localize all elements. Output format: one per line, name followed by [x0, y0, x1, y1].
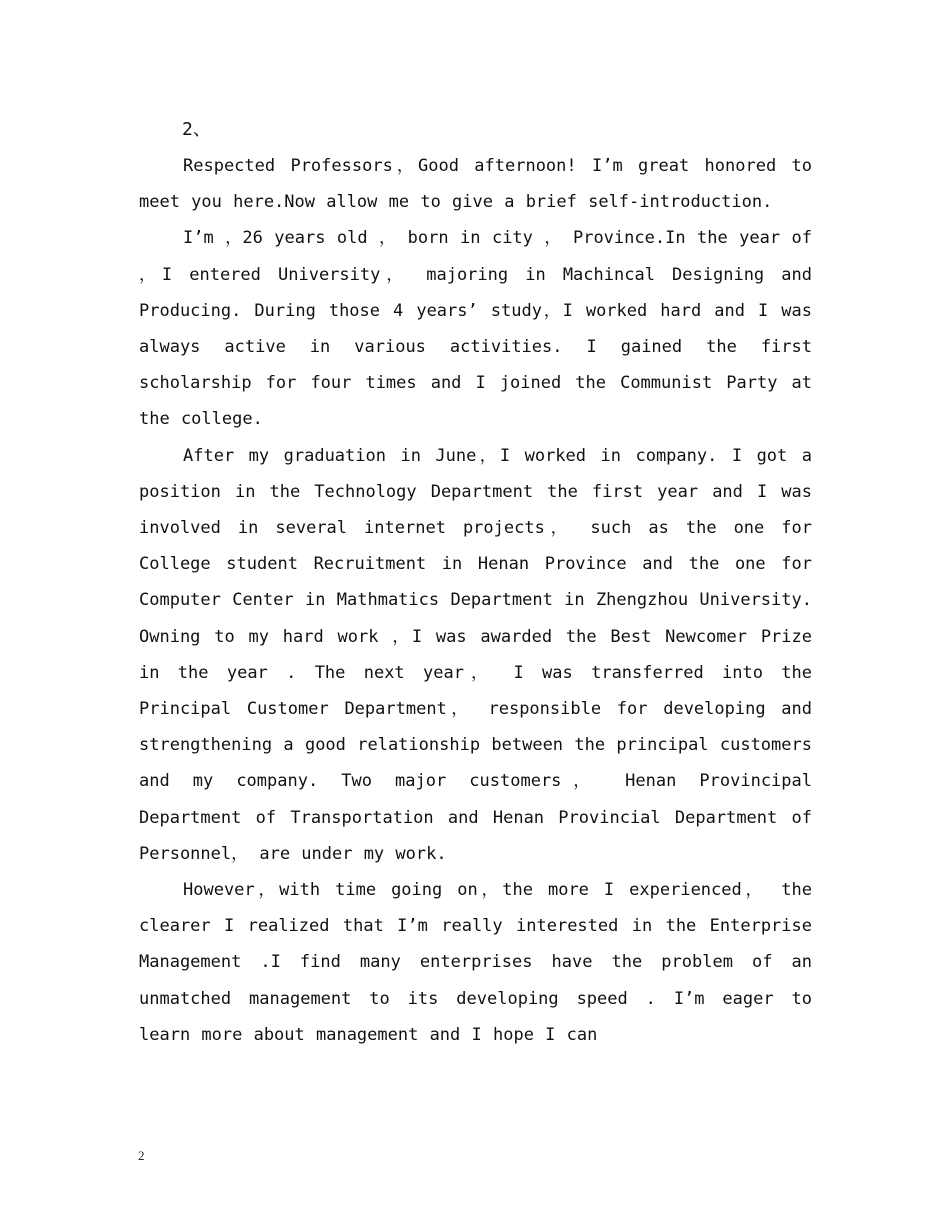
- paragraph-greeting: Respected Professors，Good afternoon! I’m great honored to meet you here.Now allow me to give a brief self-introduction.: [139, 156, 812, 213]
- paragraph-motivation: However，with time going on，the more I experienced， the clearer I realized that I’m really interested in the Enterprise Management .I find many enterprises have the problem of an unmatched management to its developing speed . I’m eager to learn more about management and I hope I can: [139, 880, 812, 1045]
- paragraph-background: I’m ，26 years old ， born in city ， Province.In the year of ，I entered University， majoring in Machincal Designing and Producing. During those 4 years’ study，I worked hard and I was always active in various activities. I gained the first scholarship for four times and I joined the Communist Party at the college.: [139, 228, 812, 430]
- section-heading: 2、: [182, 119, 211, 140]
- document-body: [139, 112, 812, 1053]
- paragraph-work-experience: After my graduation in June，I worked in company. I got a position in the Technology Department the first year and I was involved in several internet projects， such as the one for College student Recruitment in Henan Province and the one for Computer Center in Mathmatics Department in Zhengzhou University. Owning to my hard work ，I was awarded the Best Newcomer Prize in the year . The next year， I was transferred into the Principal Customer Department， responsible for developing and strengthening a good relationship between the principal customers and my company. Two major customers， Henan Provincipal Department of Transportation and Henan Provincial Department of Personnel， are under my work.: [139, 445, 812, 864]
- page-number: 2: [138, 1148, 145, 1163]
